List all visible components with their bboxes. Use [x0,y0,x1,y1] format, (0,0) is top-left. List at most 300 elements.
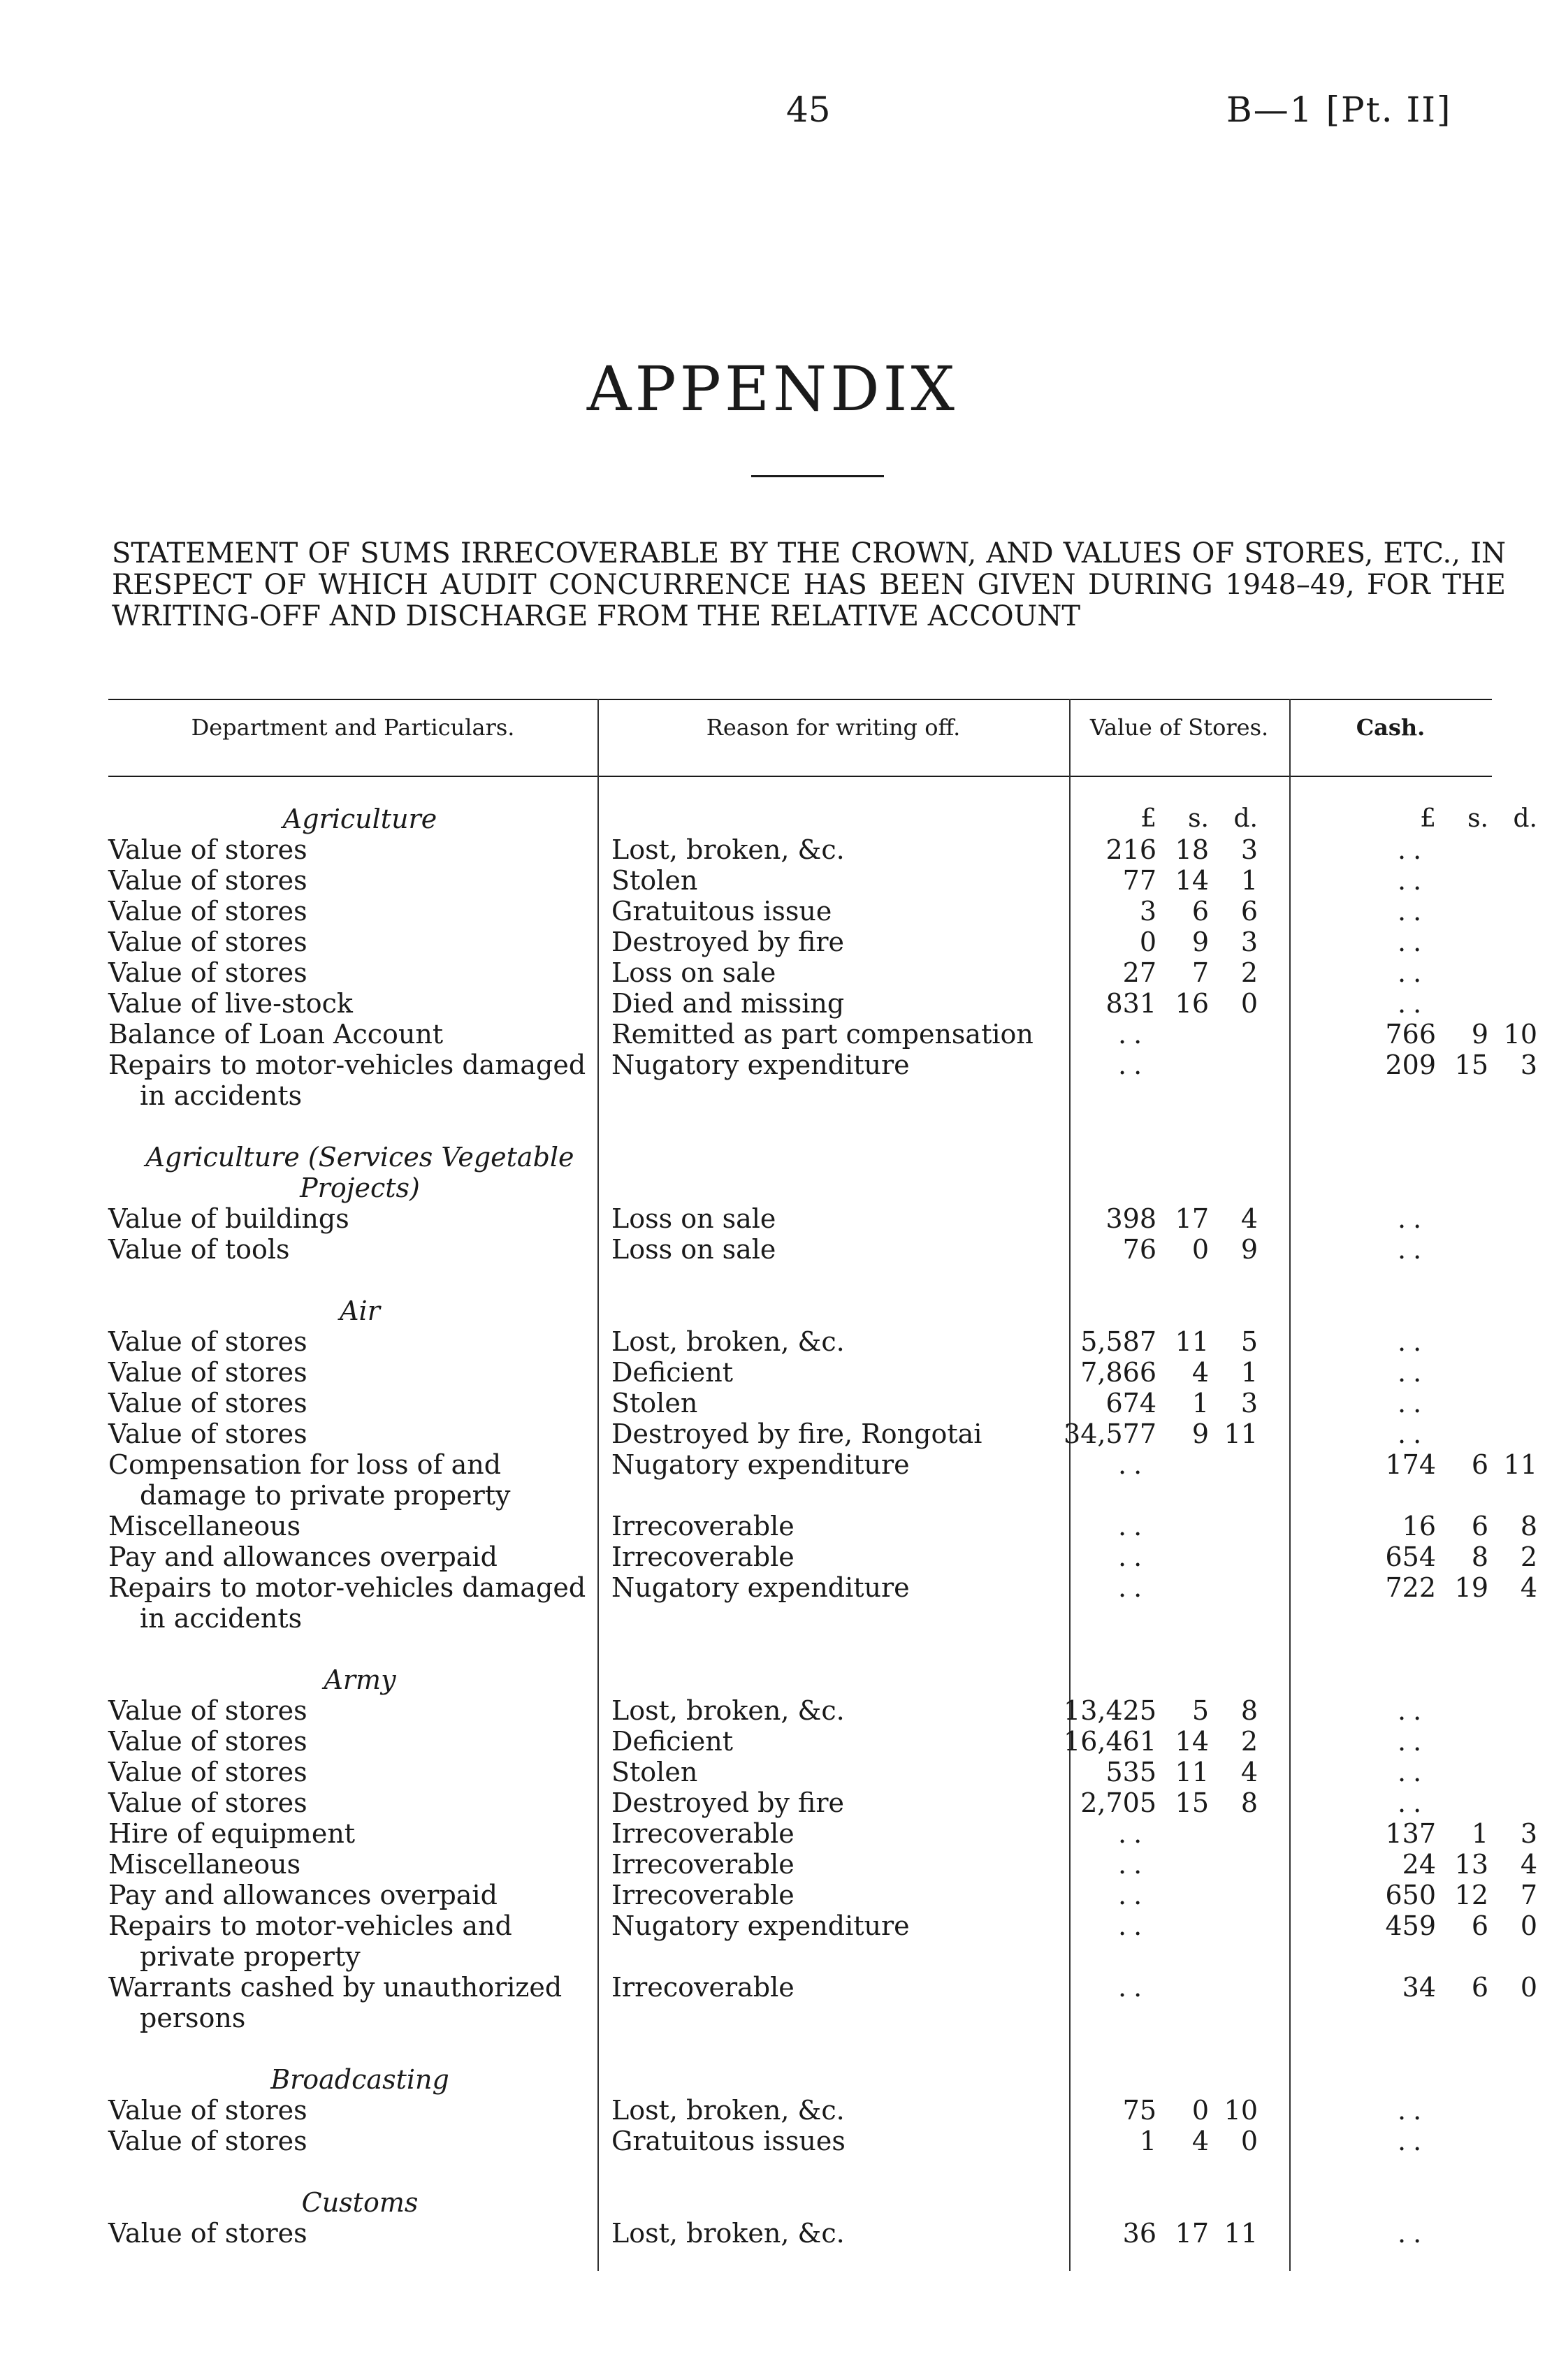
stores-value-cell [1041,1695,1321,1726]
stores-value-cell [1041,1388,1321,1418]
cash-value: .. [1398,957,1429,988]
stores-unit-pounds: £ [1140,804,1156,833]
reason-cell: Stolen [611,1757,698,1787]
particulars-text-cont: private property [140,1941,361,1972]
cash-value-shillings: 6 [1471,1449,1488,1480]
particulars-text: Value of stores [108,2218,307,2249]
reason-cell: Destroyed by fire [611,927,845,957]
cash-value-pence: 8 [1520,1511,1537,1541]
reason-cell: Irrecoverable [611,1880,795,1910]
stores-value-pence: 10 [1224,2095,1258,2126]
cash-value-shillings: 19 [1454,1572,1488,1603]
table-row [108,957,1492,988]
particulars-text: Repairs to motor-vehicles and [108,1910,512,1941]
particulars-text: Value of buildings [108,1203,349,1234]
cash-value-shillings: 6 [1471,1910,1488,1941]
stores-value-pounds: 75 [1122,2095,1156,2126]
stores-value: .. [1118,1541,1149,1572]
stores-value: .. [1118,1050,1149,1080]
stores-value [1041,865,1258,896]
stores-value-pence: 0 [1240,988,1258,1019]
cash-value-pounds: 766 [1385,1019,1436,1050]
cash-value-cell [1321,1849,1537,1880]
stores-value-pence: 2 [1240,957,1258,988]
table-row [108,1234,1492,1265]
table-row [108,1818,1537,1849]
cash-value [1321,1511,1537,1541]
stores-value-pounds: 7,866 [1080,1357,1156,1388]
cash-value-pence: 3 [1520,1818,1537,1849]
stores-unit-shillings: s. [1188,804,1209,833]
stores-value-cell [1041,1541,1321,1572]
reason-cell: Nugatory expenditure [611,1449,910,1480]
table-row [108,2095,1492,2126]
document-reference: B—1 [Pt. II] [1226,89,1452,130]
cash-value: .. [1398,1418,1429,1449]
stores-value-cell [1041,2218,1321,2249]
section-heading: Agriculture (Services Vegetable [145,1142,574,1173]
statement-heading: STATEMENT OF SUMS IRRECOVERABLE BY THE CROWN, AND VALUES OF STORES, ETC., IN RESPECT OF WHICH AUDIT CONCURRENCE HAS BEEN GIVEN DURING 1948–49, FOR THE WRITING-OFF AND DISCHARGE FROM THE RELATIVE ACCOUNT [112,537,1506,632]
reason-cell: Irrecoverable [611,1972,795,2003]
table-row [108,834,1492,865]
reason-cell: Lost, broken, &c. [611,834,845,865]
cash-value-pence: 11 [1503,1449,1537,1480]
particulars-text: Pay and allowances overpaid [108,1880,498,1910]
cash-value-pence: 7 [1520,1880,1537,1910]
cash-value-cell [1321,1572,1537,1603]
particulars-cell [108,1019,597,1050]
stores-value [1041,1787,1258,1818]
stores-value [1041,1757,1258,1787]
stores-value-pence: 11 [1224,1418,1258,1449]
cash-value [1321,1849,1537,1880]
stores-value: .. [1118,1849,1149,1880]
particulars-text: Balance of Loan Account [108,1019,444,1050]
reason-cell: Gratuitous issue [611,896,832,927]
cash-value: .. [1398,2126,1429,2156]
page-number: 45 [786,89,831,130]
table-row [108,1511,1537,1541]
cash-value-cell [1321,1695,1530,1726]
stores-value: .. [1118,1972,1149,2003]
reason-cell: Lost, broken, &c. [611,2218,845,2249]
cash-value-pence: 4 [1520,1572,1537,1603]
reason-cell: Nugatory expenditure [611,1572,910,1603]
reason-cell: Lost, broken, &c. [611,2095,845,2126]
stores-value-cell [1041,1972,1321,2003]
stores-value-cell [1041,988,1321,1019]
stores-value [1041,1695,1258,1726]
particulars-cell [108,1787,597,1818]
table-row [108,1388,1492,1418]
stores-value-pounds: 77 [1122,865,1156,896]
particulars-text: Value of stores [108,1418,307,1449]
cash-value: .. [1398,1388,1429,1418]
stores-value-cell [1041,834,1321,865]
particulars-cell [108,1541,597,1572]
reason-cell: Destroyed by fire, Rongotai [611,1418,982,1449]
particulars-text-cont: in accidents [140,1080,303,1111]
particulars-cell [108,1357,597,1388]
particulars-cell [108,1818,597,1849]
stores-value [1041,988,1258,1019]
section-heading: Army [324,1664,396,1695]
cash-value-pence: 10 [1503,1019,1537,1050]
cash-value-cell [1321,1818,1537,1849]
stores-value-pounds: 216 [1105,834,1156,865]
cash-value-cell [1321,957,1530,988]
stores-value-pounds: 76 [1122,1234,1156,1265]
table-row [108,1449,1537,1511]
cash-value [1321,1050,1537,1080]
section-gap [108,1634,1492,1664]
stores-value-pence: 1 [1240,865,1258,896]
cash-value-cell [1321,1418,1530,1449]
stores-value-cell [1041,1203,1321,1234]
stores-value [1041,2218,1258,2249]
stores-value-pounds: 831 [1105,988,1156,1019]
cash-value-pence: 2 [1520,1541,1537,1572]
section-gap [108,2033,1492,2064]
particulars-cell [108,1695,597,1726]
stores-value-pence: 8 [1240,1695,1258,1726]
particulars-cell [108,1388,597,1418]
cash-value-shillings: 9 [1471,1019,1488,1050]
stores-value-cell [1041,1757,1321,1787]
stores-value: .. [1118,1910,1149,1941]
stores-value-cell [1041,1234,1321,1265]
stores-unit [1041,804,1258,834]
stores-value-shillings: 17 [1175,1203,1209,1234]
column-header-particulars: Department and Particulars. [191,714,515,741]
stores-value: .. [1118,1572,1149,1603]
stores-value-pence: 3 [1240,834,1258,865]
cash-value-shillings: 12 [1454,1880,1488,1910]
particulars-cell [108,1757,597,1787]
cash-value: .. [1398,1203,1429,1234]
reason-cell: Stolen [611,1388,698,1418]
particulars-cell [108,1326,597,1357]
stores-value-shillings: 1 [1191,1388,1209,1418]
cash-value-cell [1321,896,1530,927]
stores-value-pounds: 16,461 [1064,1726,1156,1757]
stores-value-cell [1041,1050,1321,1080]
column-header-reason: Reason for writing off. [706,714,961,741]
reason-cell: Loss on sale [611,957,776,988]
reason-cell: Loss on sale [611,1234,776,1265]
particulars-text: Pay and allowances overpaid [108,1541,498,1572]
cash-value-shillings: 8 [1471,1541,1488,1572]
stores-value-pence: 9 [1240,1234,1258,1265]
reason-cell: Stolen [611,865,698,896]
particulars-cell [108,1726,597,1757]
table-row [108,1541,1537,1572]
stores-value-cell [1041,957,1321,988]
page-title: APPENDIX [586,353,959,425]
section-heading: Customs [301,2187,419,2218]
particulars-cell [108,927,597,957]
cash-value-cell [1321,2095,1530,2126]
section-heading-row [108,2187,1492,2218]
cash-value: .. [1398,865,1429,896]
stores-value-shillings: 15 [1175,1787,1209,1818]
stores-value-pounds: 0 [1139,927,1156,957]
stores-value: .. [1118,1511,1149,1541]
table-row [108,1050,1537,1111]
cash-value-cell [1321,1234,1530,1265]
particulars-text: Value of stores [108,2095,307,2126]
reason-cell: Nugatory expenditure [611,1050,910,1080]
stores-value [1041,2126,1258,2156]
cash-value-cell [1321,1511,1537,1541]
stores-value-cell [1041,1910,1321,1941]
particulars-cell [108,834,597,865]
cash-value: .. [1398,988,1429,1019]
particulars-text: Value of stores [108,865,307,896]
stores-value-cell [1041,1449,1321,1480]
cash-value [1321,1572,1537,1603]
table-row [108,927,1492,957]
cash-value-pounds: 137 [1385,1818,1436,1849]
cash-value: .. [1398,2218,1429,2249]
particulars-text: Compensation for loss of and [108,1449,502,1480]
cash-value-cell [1321,1357,1530,1388]
title-divider [751,475,884,477]
cash-unit-shillings: s. [1467,804,1488,833]
particulars-text-cont: damage to private property [140,1480,511,1511]
cash-value-cell [1321,1019,1537,1050]
cash-value-cell [1321,865,1530,896]
particulars-text: Hire of equipment [108,1818,356,1849]
cash-value-shillings: 6 [1471,1972,1488,2003]
cash-value-shillings: 6 [1471,1511,1488,1541]
section-gap [108,1111,1492,1142]
table-row [108,896,1492,927]
stores-value-shillings: 14 [1175,1726,1209,1757]
particulars-text: Warrants cashed by unauthorized [108,1972,563,2003]
reason-cell: Lost, broken, &c. [611,1326,845,1357]
cash-value-cell [1321,1449,1537,1480]
reason-cell: Remitted as part compensation [611,1019,1033,1050]
stores-value: .. [1118,1449,1149,1480]
stores-value-pounds: 13,425 [1064,1695,1156,1726]
particulars-text: Value of stores [108,1695,307,1726]
cash-unit-pence: d. [1513,804,1537,833]
particulars-cell [108,1972,597,2033]
cash-value-cell [1321,1326,1530,1357]
stores-value-shillings: 14 [1175,865,1209,896]
table-row [108,1787,1492,1818]
particulars-text: Miscellaneous [108,1849,301,1880]
stores-value-pounds: 3 [1139,896,1156,927]
particulars-text-cont: in accidents [140,1603,303,1634]
stores-value [1041,1388,1258,1418]
particulars-text: Value of stores [108,2126,307,2156]
section-heading: Agriculture [282,804,437,834]
reason-cell: Irrecoverable [611,1818,795,1849]
stores-value-pence: 4 [1240,1203,1258,1234]
cash-value-cell [1321,834,1530,865]
section-gap [108,2156,1492,2187]
stores-value-cell [1041,1818,1321,1849]
reason-cell: Deficient [611,1726,733,1757]
particulars-text: Value of stores [108,957,307,988]
particulars-text: Repairs to motor-vehicles damaged [108,1572,586,1603]
section-heading-row [108,2064,1492,2095]
stores-value-cell [1041,896,1321,927]
stores-value: .. [1118,1019,1149,1050]
stores-value-pounds: 5,587 [1080,1326,1156,1357]
stores-value [1041,1726,1258,1757]
stores-value-pence: 5 [1240,1326,1258,1357]
cash-value-cell [1321,1726,1530,1757]
stores-value [1041,1326,1258,1357]
cash-value-pounds: 34 [1402,1972,1436,2003]
stores-value-pence: 11 [1224,2218,1258,2249]
table-row [108,1880,1537,1910]
cash-value-cell [1321,2218,1530,2249]
cash-value [1321,1972,1537,2003]
cash-value: .. [1398,927,1429,957]
stores-value-shillings: 11 [1175,1326,1209,1357]
particulars-cell [108,1050,597,1111]
particulars-text: Value of stores [108,1357,307,1388]
table-row [108,1695,1492,1726]
stores-value-cell [1041,1357,1321,1388]
particulars-cell [108,1572,597,1634]
particulars-cell [108,1234,597,1265]
table-row [108,1019,1537,1050]
stores-value-shillings: 18 [1175,834,1209,865]
stores-value-pence: 3 [1240,927,1258,957]
stores-value-pounds: 674 [1105,1388,1156,1418]
table-row [108,2126,1492,2156]
particulars-cell [108,1880,597,1910]
cash-value: .. [1398,834,1429,865]
particulars-cell [108,865,597,896]
stores-value-shillings: 17 [1175,2218,1209,2249]
section-heading-row [108,1173,1492,1203]
cash-value-pounds: 209 [1385,1050,1436,1080]
reason-cell: Gratuitous issues [611,2126,846,2156]
stores-value-pounds: 398 [1105,1203,1156,1234]
stores-value-cell [1041,1019,1321,1050]
cash-value: .. [1398,1726,1429,1757]
particulars-text: Value of live-stock [108,988,353,1019]
stores-value-pence: 2 [1240,1726,1258,1757]
reason-cell: Irrecoverable [611,1511,795,1541]
stores-value-cell [1041,1511,1321,1541]
cash-unit [1321,804,1537,834]
stores-value-pence: 8 [1240,1787,1258,1818]
reason-cell: Irrecoverable [611,1849,795,1880]
reason-cell: Lost, broken, &c. [611,1695,845,1726]
particulars-text: Miscellaneous [108,1511,301,1541]
stores-value-pounds: 36 [1122,2218,1156,2249]
cash-value-cell [1321,1910,1537,1941]
particulars-cell [108,896,597,927]
stores-value-pence: 0 [1240,2126,1258,2156]
stores-units [1041,804,1321,834]
particulars-text: Value of stores [108,1787,307,1818]
particulars-cell [108,1418,597,1449]
cash-value-pence: 3 [1520,1050,1537,1080]
stores-value-cell [1041,1787,1321,1818]
cash-value: .. [1398,1787,1429,1818]
cash-value-pence: 0 [1520,1972,1537,2003]
particulars-cell [108,957,597,988]
stores-value-pence: 1 [1240,1357,1258,1388]
stores-value-shillings: 0 [1191,2095,1209,2126]
cash-value: .. [1398,1326,1429,1357]
cash-value-cell [1321,1050,1537,1080]
table-row [108,1757,1492,1787]
reason-cell: Loss on sale [611,1203,776,1234]
stores-value-shillings: 9 [1191,1418,1209,1449]
cash-value-pounds: 16 [1402,1511,1436,1541]
particulars-text: Repairs to motor-vehicles damaged [108,1050,586,1080]
cash-value-cell [1321,1972,1537,2003]
stores-value-cell [1041,865,1321,896]
cash-value-cell [1321,2126,1530,2156]
cash-value-pounds: 650 [1385,1880,1436,1910]
section-heading-cont: Projects) [300,1173,420,1203]
section-heading-row [108,1142,1492,1173]
particulars-cell [108,1203,597,1234]
particulars-text: Value of stores [108,1726,307,1757]
cash-unit-pounds: £ [1420,804,1436,833]
particulars-cell [108,1910,597,1972]
cash-value: .. [1398,2095,1429,2126]
cash-value [1321,1910,1537,1941]
section-heading: Air [340,1296,380,1326]
table-row [108,1726,1492,1757]
stores-value-cell [1041,1326,1321,1357]
cash-value: .. [1398,1695,1429,1726]
table-row [108,1357,1492,1388]
cash-value-cell [1321,1541,1537,1572]
particulars-cell [108,1511,597,1541]
cash-value-pence: 0 [1520,1910,1537,1941]
stores-value [1041,927,1258,957]
particulars-text: Value of stores [108,1326,307,1357]
reason-cell: Died and missing [611,988,845,1019]
table-header-rule [108,776,1492,777]
stores-value-pence: 6 [1240,896,1258,927]
cash-value-cell [1321,1787,1530,1818]
stores-value [1041,1234,1258,1265]
stores-value [1041,1418,1258,1449]
column-header-cash: Cash. [1356,714,1426,741]
particulars-text: Value of stores [108,834,307,865]
stores-value: .. [1118,1818,1149,1849]
stores-value-shillings: 7 [1191,957,1209,988]
stores-value-cell [1041,1572,1321,1603]
cash-value-cell [1321,1203,1530,1234]
stores-value-shillings: 16 [1175,988,1209,1019]
cash-value-cell [1321,1388,1530,1418]
cash-value: .. [1398,1757,1429,1787]
cash-value [1321,1880,1537,1910]
cash-value-shillings: 13 [1454,1849,1488,1880]
column-header-stores: Value of Stores. [1089,714,1269,741]
table-row [108,1203,1492,1234]
cash-value-pounds: 722 [1385,1572,1436,1603]
table-row [108,865,1492,896]
stores-value-shillings: 5 [1191,1695,1209,1726]
cash-value [1321,1541,1537,1572]
cash-value-cell [1321,1757,1530,1787]
